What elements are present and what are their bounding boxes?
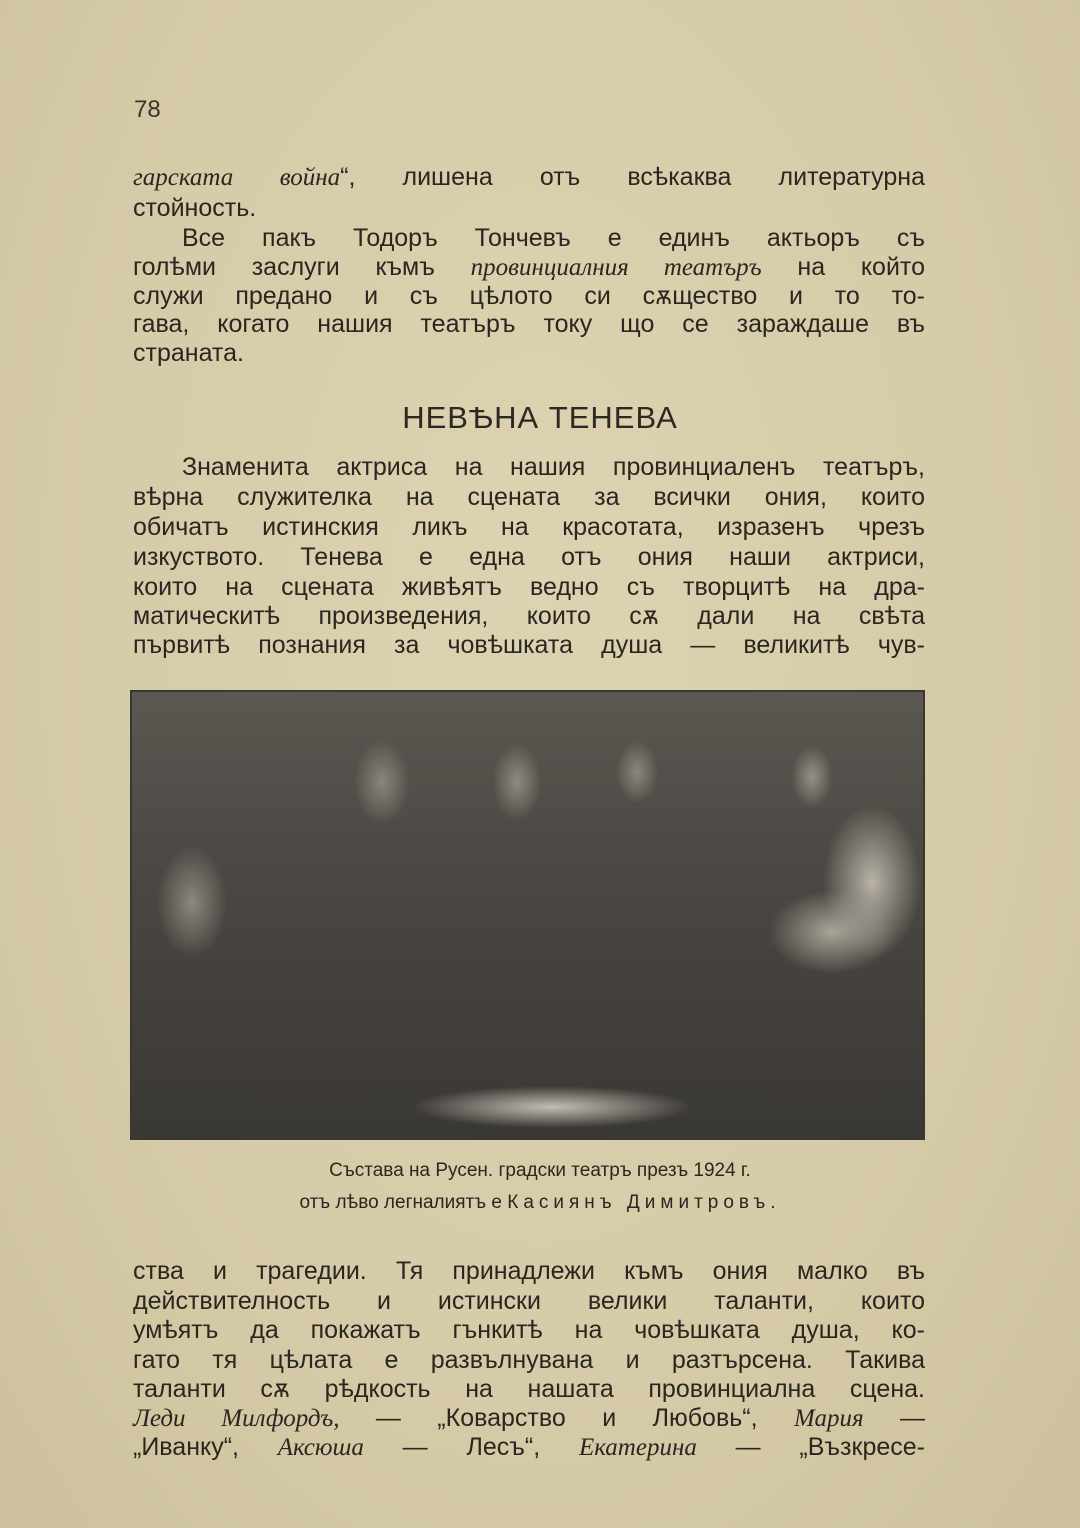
text-segment: Знаменита актриса на нашия провинциаленъ театъръ, xyxy=(182,453,925,481)
text-line xyxy=(133,252,925,282)
text-segment: вѣрна служителка на сцената за всички ония, които xyxy=(133,483,925,511)
text-segment: — „Възкресе- xyxy=(696,1433,925,1461)
text-line xyxy=(133,1286,925,1316)
text-segment: „Иванку“, xyxy=(133,1433,278,1461)
text-segment: — „Коварство и Любовь“, xyxy=(339,1404,794,1432)
text-line xyxy=(133,1374,925,1404)
text-segment: таланти сѫ рѣдкость на нашата провинциална сцена. xyxy=(133,1375,925,1403)
text-segment: Все пакъ Тодоръ Тончевъ е единъ актьоръ съ xyxy=(182,224,925,252)
text-segment: — xyxy=(863,1404,925,1432)
text-line xyxy=(133,512,925,542)
text-line xyxy=(133,572,925,602)
text-segment: действителность и истински велики таланти, които xyxy=(133,1287,925,1315)
text-segment: гава, когато нашия театъръ току що се зараждаше въ xyxy=(133,310,925,338)
text-segment: ства и трагедии. Тя принадлежи къмъ ония малко въ xyxy=(133,1257,925,1285)
group-photo xyxy=(130,690,925,1140)
caption-prefix: отъ лѣво легналиятъ е xyxy=(299,1192,508,1213)
text-segment: първитѣ познания за човѣшката душа — великитѣ чув- xyxy=(133,631,925,659)
text-line xyxy=(133,1403,925,1433)
text-line xyxy=(133,338,925,368)
italic-text: Аксюша xyxy=(277,1434,364,1461)
text-segment: на който xyxy=(761,253,925,281)
section-heading: НЕВѢНА ТЕНЕВА xyxy=(402,400,678,435)
caption-name: Касиянъ Димитровъ. xyxy=(507,1192,781,1213)
text-line xyxy=(133,1345,925,1375)
text-line xyxy=(133,630,925,660)
text-line xyxy=(182,223,925,253)
italic-text: Екатерина xyxy=(578,1434,697,1461)
text-line xyxy=(133,309,925,339)
photo-caption-line-2 xyxy=(0,1192,1080,1214)
page-number: 78 xyxy=(134,96,161,123)
text-segment: служи предано и съ цѣлото си сѫщество и то то- xyxy=(133,282,925,310)
text-line xyxy=(133,162,925,192)
text-segment: матическитѣ произведения, които сѫ дали на свѣта xyxy=(133,602,925,630)
text-line xyxy=(133,1256,925,1286)
text-line xyxy=(133,281,925,311)
text-segment: умѣятъ да покажатъ гънкитѣ на човѣшката душа, ко- xyxy=(133,1316,925,1344)
text-segment: гато тя цѣлата е развълнувана и разтърсена. Такива xyxy=(133,1346,925,1374)
text-line xyxy=(133,1432,925,1462)
text-segment: изкуството. Тенева е една отъ ония наши актриси, xyxy=(133,543,925,571)
text-segment: — Лесъ“, xyxy=(363,1433,579,1461)
photo-caption-line-1: Състава на Русен. градски театръ презъ 1924 г. xyxy=(329,1160,751,1181)
text-segment: “, лишена отъ всѣкаква литературна xyxy=(340,163,925,191)
text-line xyxy=(133,193,925,223)
text-segment: обичатъ истинския ликъ на красотата, изразенъ чрезъ xyxy=(133,513,925,541)
italic-text: провинциалния театъръ xyxy=(470,254,762,281)
text-line xyxy=(133,1315,925,1345)
text-line xyxy=(133,601,925,631)
text-line xyxy=(133,482,925,512)
text-segment: които на сцената живѣятъ ведно съ творцитѣ на дра- xyxy=(133,573,925,601)
text-segment: страната. xyxy=(133,339,244,367)
text-segment: голѣми заслуги къмъ xyxy=(133,253,471,281)
italic-text: Мария xyxy=(793,1405,864,1432)
text-line xyxy=(133,542,925,572)
italic-text: гарската война xyxy=(133,164,341,191)
text-line xyxy=(182,452,925,482)
italic-text: Леди Милфордъ, xyxy=(133,1405,340,1432)
text-segment: стойность. xyxy=(133,194,257,222)
